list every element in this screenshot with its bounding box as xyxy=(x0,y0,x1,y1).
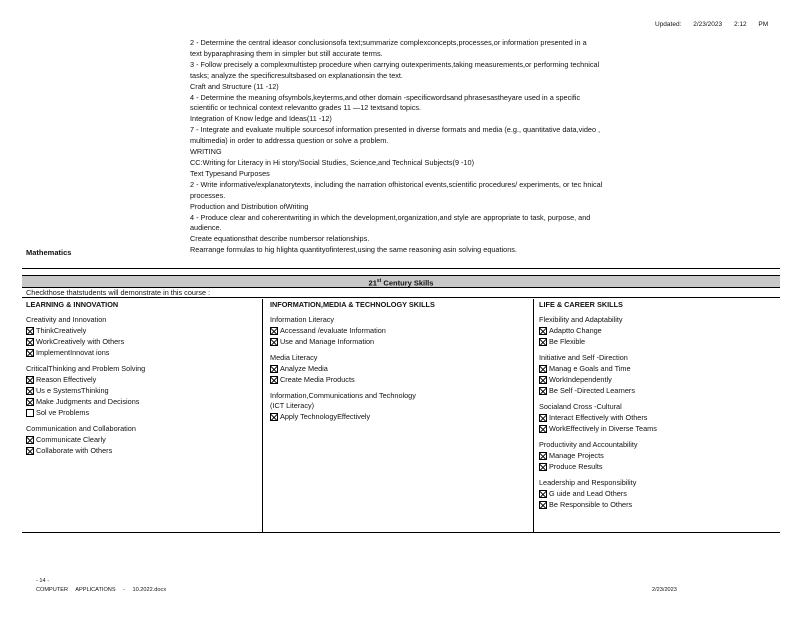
skills-bottom-border xyxy=(22,532,780,533)
skill-group-title: Information,Communications and Technology xyxy=(270,391,416,400)
standard-line: tasks; analyze the specificresultsbased on explanationsin the text. xyxy=(190,70,403,80)
skill-item xyxy=(270,374,530,385)
skill-item-label: Communicate Clearly xyxy=(36,435,106,444)
checked-checkbox[interactable] xyxy=(270,338,278,346)
skill-item xyxy=(270,325,530,336)
skill-group xyxy=(270,391,530,422)
skill-item xyxy=(270,363,530,374)
skill-item-label: WorkEffectively in Diverse Teams xyxy=(549,424,657,433)
skill-item-label: Collaborate with Others xyxy=(36,446,113,455)
skills-title-sup: st xyxy=(376,278,382,284)
standard-line: Craft and Structure (11 -12) xyxy=(190,81,279,91)
skill-group xyxy=(26,424,256,456)
skill-item xyxy=(539,499,779,510)
standard-line: 3 - Follow precisely a complexmultistep procedure when carrying outexperiments,taking measurements,or performing technical xyxy=(190,59,600,69)
checked-checkbox[interactable] xyxy=(539,376,547,384)
standard-line: scientific or technical context relevantto grades 11 —12 textsand topics. xyxy=(190,103,422,113)
updated-date: 2/23/2023 xyxy=(693,21,723,28)
skill-item xyxy=(539,450,779,461)
skill-item xyxy=(26,396,256,407)
checked-checkbox[interactable] xyxy=(539,490,547,498)
skill-item xyxy=(270,336,530,347)
checked-checkbox[interactable] xyxy=(26,398,34,406)
column-heading: LEARNING & INNOVATION xyxy=(26,300,119,309)
skill-item-label: Apply TechnologyEffectively xyxy=(280,412,371,421)
skill-item-label: WorkCreatively with Others xyxy=(36,337,125,346)
checked-checkbox[interactable] xyxy=(26,349,34,357)
checked-checkbox[interactable] xyxy=(539,463,547,471)
skill-group xyxy=(539,440,779,472)
checked-checkbox[interactable] xyxy=(539,365,547,373)
standard-line: 7 - Integrate and evaluate multiple sourcesof information presented in diverse formats and media (e.g., quantitative data,video , xyxy=(190,125,601,135)
skill-item xyxy=(539,412,779,423)
skill-item xyxy=(26,407,256,418)
check-instruction: Checkthose thatstudents will demonstrate in this course : xyxy=(22,287,780,298)
skill-group-title: Media Literacy xyxy=(270,353,318,362)
updated-stamp xyxy=(655,21,768,28)
skill-item xyxy=(270,411,530,422)
checked-checkbox[interactable] xyxy=(270,327,278,335)
skill-item-label: Be Flexible xyxy=(549,337,586,346)
column-divider xyxy=(262,299,263,532)
skill-item-label: Accessand /evaluate Information xyxy=(280,326,386,335)
updated-time: 2:12 PM xyxy=(733,21,769,28)
skill-group-subtitle: (ICT Literacy) xyxy=(270,401,315,410)
standard-line: CC:Writing for Literacy in Hi story/Social Studies, Science,and Technical Subjects(9 -10) xyxy=(190,157,475,167)
skill-group-title: CriticalThinking and Problem Solving xyxy=(26,364,146,373)
checked-checkbox[interactable] xyxy=(26,387,34,395)
checked-checkbox[interactable] xyxy=(26,327,34,335)
skill-item-label: Be Responsible to Others xyxy=(549,500,633,509)
column-heading: LIFE & CAREER SKILLS xyxy=(539,300,623,309)
checked-checkbox[interactable] xyxy=(26,436,34,444)
skill-item-label: ThinkCreatively xyxy=(36,326,87,335)
checked-checkbox[interactable] xyxy=(26,376,34,384)
skill-item xyxy=(26,347,256,358)
skills-title-number: 21 xyxy=(368,278,377,288)
standard-line: Text Typesand Purposes xyxy=(190,168,270,178)
column-divider xyxy=(533,299,534,532)
skill-item-label: Use and Manage Information xyxy=(280,337,375,346)
skill-item xyxy=(539,374,779,385)
skill-group xyxy=(539,315,779,347)
checked-checkbox[interactable] xyxy=(539,414,547,422)
checked-checkbox[interactable] xyxy=(270,376,278,384)
footer-document-name: COMPUTER APPLICATIONS - 10.2022.docx xyxy=(36,587,167,593)
skill-item xyxy=(539,336,779,347)
skill-item-label: Sol ve Problems xyxy=(36,408,90,417)
skill-group xyxy=(270,315,530,347)
checked-checkbox[interactable] xyxy=(26,447,34,455)
skill-item xyxy=(26,374,256,385)
standard-line: Create equationsthat describe numbersor relationships. xyxy=(190,234,370,244)
skill-group-title: Initiative and Self -Direction xyxy=(539,353,628,362)
standard-line: audience. xyxy=(190,223,222,233)
footer-date: 2/23/2023 xyxy=(652,587,677,593)
skills-column-learning xyxy=(26,300,256,462)
skill-item-label: Make Judgments and Decisions xyxy=(36,397,140,406)
checked-checkbox[interactable] xyxy=(539,338,547,346)
skill-item xyxy=(26,434,256,445)
updated-label: Updated: xyxy=(655,21,682,28)
skill-item xyxy=(26,325,256,336)
skill-item xyxy=(539,363,779,374)
skill-item-label: Adaptto Change xyxy=(549,326,602,335)
standard-line: Integration of Know ledge and Ideas(11 -12) xyxy=(190,114,332,124)
checked-checkbox[interactable] xyxy=(270,365,278,373)
standard-line: text byparaphrasing them in simpler but still accurate terms. xyxy=(190,48,383,58)
skill-item-label: Reason Effectively xyxy=(36,375,97,384)
skill-item-label: Manag e Goals and Time xyxy=(549,364,631,373)
skills-title-text: Century Skills xyxy=(383,278,434,288)
standard-line: 2 - Write informative/explanatorytexts, including the narration ofhistorical events,scientific procedures/ experiments, or tec hnical xyxy=(190,179,603,189)
standard-line: multimedia) in order to addressa question or solve a problem. xyxy=(190,136,389,146)
standard-line: 4 - Produce clear and coherentwriting in which the development,organization,and style are appropriate to task, purpose, and xyxy=(190,212,591,222)
skill-group-title: Communication and Collaboration xyxy=(26,424,136,433)
skill-item-label: ImplementInnovat ions xyxy=(36,348,110,357)
skill-item-label: Us e SystemsThinking xyxy=(36,386,109,395)
column-heading: INFORMATION,MEDIA & TECHNOLOGY SKILLS xyxy=(270,300,435,309)
standard-line: WRITING xyxy=(190,147,222,157)
checked-checkbox[interactable] xyxy=(539,327,547,335)
skill-item-label: Be Self -Directed Learners xyxy=(549,386,635,395)
checked-checkbox[interactable] xyxy=(539,425,547,433)
subject-label: Mathematics xyxy=(26,248,72,257)
skill-group xyxy=(539,478,779,510)
skill-item-label: Produce Results xyxy=(549,462,603,471)
skills-column-life xyxy=(539,300,779,516)
standard-line: 2 - Determine the central ideasor conclusionsofa text;summarize complexconcepts,processes,or information presented in a xyxy=(190,38,587,47)
standard-line: Rearrange formulas to hig hlighta quantityofinterest,using the same reasoning asin solving equations. xyxy=(190,245,517,255)
skill-item xyxy=(539,488,779,499)
skill-group-title: Flexibility and Adaptability xyxy=(539,315,623,324)
skills-column-information xyxy=(270,300,530,428)
skill-item xyxy=(26,385,256,396)
standard-line: 4 - Determine the meaning ofsymbols,keyterms,and other domain -specificwordsand phrasesastheyare used in a specific xyxy=(190,92,581,102)
unchecked-checkbox[interactable] xyxy=(26,409,34,417)
skill-group xyxy=(539,402,779,434)
skill-item-label: Interact Effectively with Others xyxy=(549,413,648,422)
section-divider xyxy=(22,268,780,269)
skill-item-label: WorkIndependently xyxy=(549,375,612,384)
skill-group-title: Leadership and Responsibility xyxy=(539,478,637,487)
checked-checkbox[interactable] xyxy=(539,501,547,509)
standards-text xyxy=(190,38,770,256)
footer-page-number: - 14 - xyxy=(36,578,50,584)
skill-group-title: Information Literacy xyxy=(270,315,335,324)
skill-item xyxy=(539,423,779,434)
skill-group xyxy=(270,353,530,385)
skill-group-title: Socialand Cross -Cultural xyxy=(539,402,622,411)
standard-line: processes. xyxy=(190,190,226,200)
checked-checkbox[interactable] xyxy=(539,387,547,395)
skill-item xyxy=(539,385,779,396)
skill-item-label: G uide and Lead Others xyxy=(549,489,627,498)
skill-item-label: Create Media Products xyxy=(280,375,355,384)
standard-line: Production and Distribution ofWriting xyxy=(190,201,309,211)
skill-item-label: Manage Projects xyxy=(549,451,604,460)
checked-checkbox[interactable] xyxy=(26,338,34,346)
skill-group xyxy=(26,315,256,358)
checked-checkbox[interactable] xyxy=(270,413,278,421)
skill-group xyxy=(26,364,256,418)
skill-item xyxy=(539,461,779,472)
skill-item xyxy=(539,325,779,336)
skill-group-title: Creativity and Innovation xyxy=(26,315,107,324)
checked-checkbox[interactable] xyxy=(539,452,547,460)
skill-item-label: Analyze Media xyxy=(280,364,328,373)
skill-group-title: Productivity and Accountability xyxy=(539,440,638,449)
skill-item xyxy=(26,445,256,456)
skill-group xyxy=(539,353,779,396)
skill-item xyxy=(26,336,256,347)
